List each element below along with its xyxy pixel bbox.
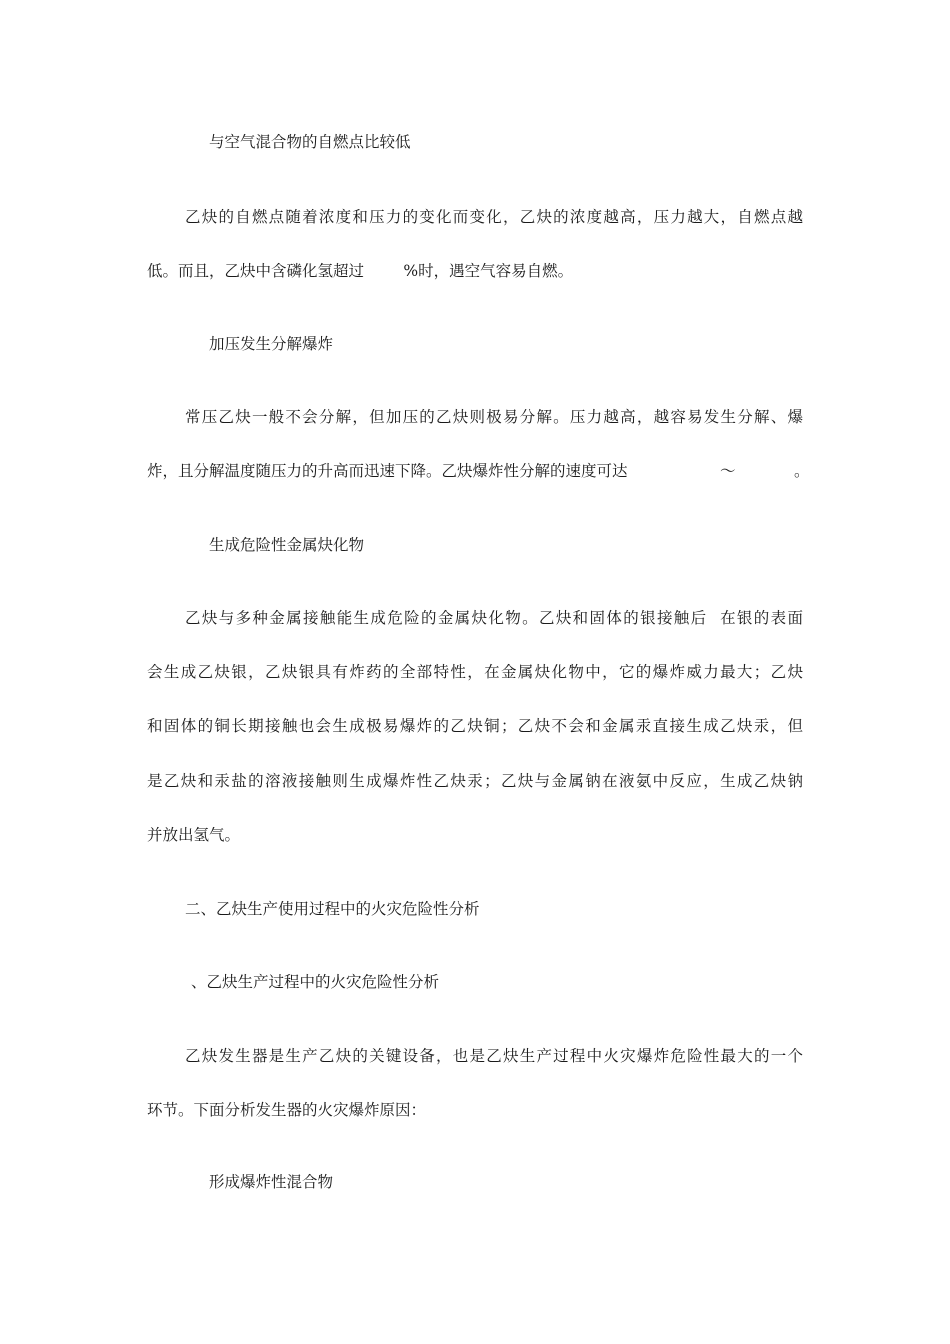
heading-metal-acetylides: 生成危险性金属炔化物 (209, 536, 365, 554)
paragraph-line: 乙炔的自燃点随着浓度和压力的变化而变化，乙炔的浓度越高，压力越大，自燃点越 (185, 208, 803, 226)
paragraph-line: 和固体的铜长期接触也会生成极易爆炸的乙炔铜；乙炔不会和金属汞直接生成乙炔汞，但 (147, 717, 803, 735)
paragraph-line: 炸，且分解温度随压力的升高而迅速下降。乙炔爆炸性分解的速度可达 (147, 462, 628, 480)
paragraph-line: 是乙炔和汞盐的溶液接触则生成爆炸性乙炔汞；乙炔与金属钠在液氨中反应，生成乙炔钠 (147, 772, 803, 790)
paragraph-line: 常压乙炔一般不会分解，但加压的乙炔则极易分解。压力越高，越容易发生分解、爆 (185, 408, 803, 426)
paragraph-line: 会生成乙炔银，乙炔银具有炸药的全部特性，在金属炔化物中，它的爆炸威力最大；乙炔 (147, 663, 803, 681)
subsection-heading: 、乙炔生产过程中的火灾危险性分析 (191, 973, 440, 991)
paragraph-line: 乙炔与多种金属接触能生成危险的金属炔化物。乙炔和固体的银接触后 在银的表面 (185, 609, 803, 627)
heading-pressurized-decomposition: 加压发生分解爆炸 (209, 335, 334, 353)
heading-explosive-mixture: 形成爆炸性混合物 (209, 1173, 334, 1191)
heading-low-autoignition: 与空气混合物的自燃点比较低 (209, 133, 411, 151)
paragraph-line: 乙炔发生器是生产乙炔的关键设备，也是乙炔生产过程中火灾爆炸危险性最大的一个 (185, 1047, 803, 1065)
period-mark: 。 (794, 462, 810, 480)
section-heading: 二、乙炔生产使用过程中的火灾危险性分析 (185, 900, 480, 918)
paragraph-line: 低。而且，乙炔中含磷化氢超过 %时，遇空气容易自燃。 (147, 262, 574, 280)
paragraph-line: 环节。下面分析发生器的火灾爆炸原因： (147, 1101, 427, 1119)
paragraph-line: 并放出氢气。 (147, 826, 241, 844)
tilde-mark: ～ (720, 462, 736, 480)
